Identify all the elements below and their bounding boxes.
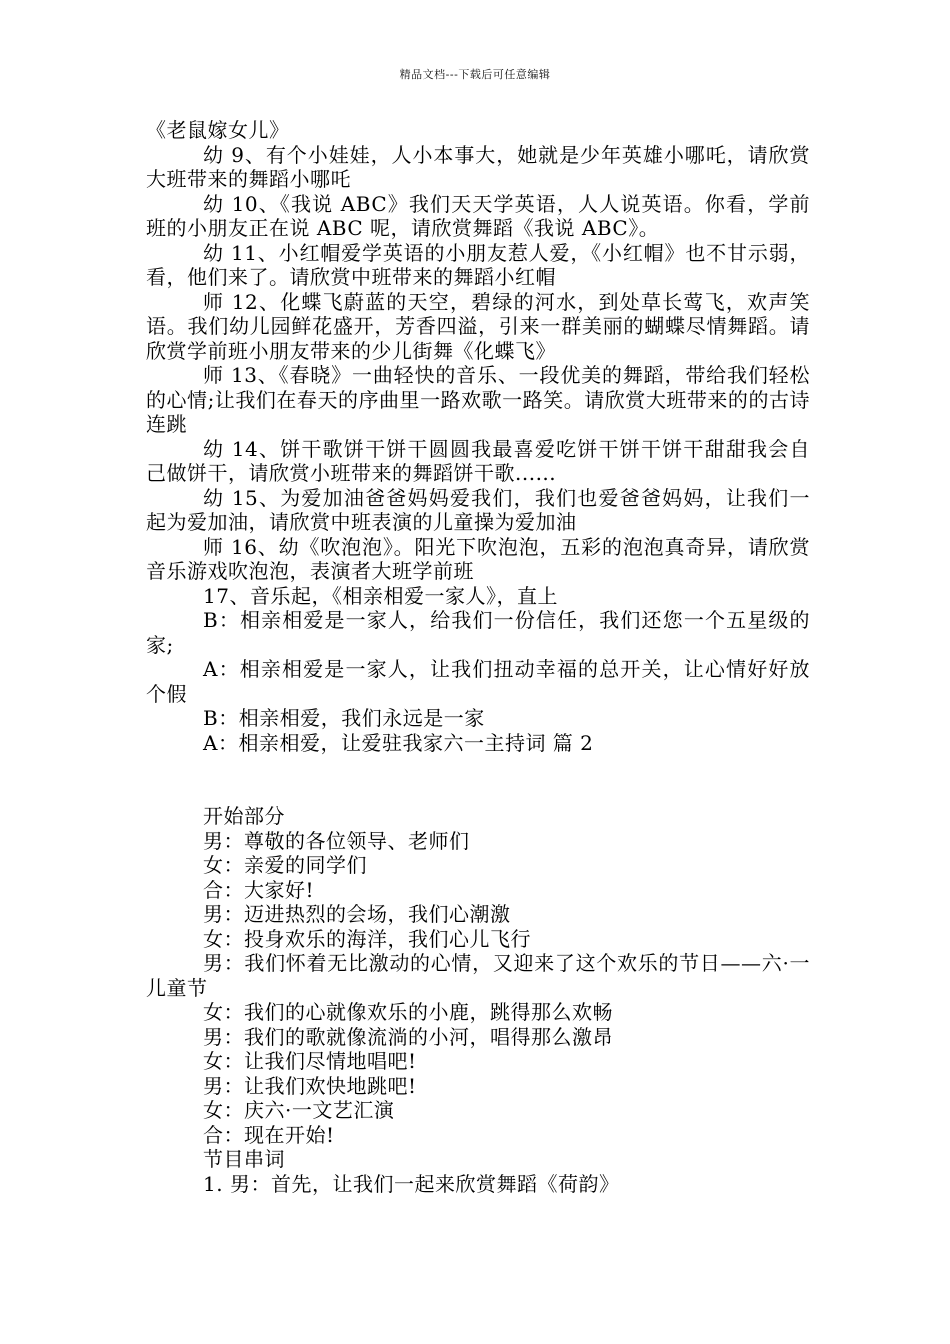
paragraph-10: B：相亲相爱是一家人，给我们一份信任，我们还您一个五星级的家; xyxy=(146,608,810,657)
paragraph-section2-1: 男：尊敬的各位领导、老师们 xyxy=(203,828,470,853)
paragraph-section2-3: 合：大家好! xyxy=(203,877,315,902)
paragraph-6: 幼 14、饼干歌饼干饼干圆圆我最喜爱吃饼干饼干饼干甜甜我会自己做饼干，请欣赏小班带来的舞蹈饼干歌...... xyxy=(146,436,810,485)
paragraph-section2-13: 节目串词 xyxy=(203,1147,285,1171)
paragraph-5: 师 13、《春晓》一曲轻快的音乐、一段优美的舞蹈，带给我们轻松的心情;让我们在春天的序曲里一路欢歌一路笑。请欣赏大班带来的的古诗连跳 xyxy=(146,363,810,436)
paragraph-9: 17、音乐起，《相亲相爱一家人》，直上 xyxy=(203,583,558,608)
page-header: 精品文档---下载后可任意编辑 xyxy=(399,68,551,81)
paragraph-13: A：相亲相爱，让爱驻我家六一主持词 篇 2 xyxy=(203,730,594,755)
paragraph-section2-11: 女：庆六·一文艺汇演 xyxy=(203,1098,395,1122)
paragraph-7: 幼 15、为爱加油爸爸妈妈爱我们，我们也爱爸爸妈妈，让我们一起为爱加油，请欣赏中班表演的儿童操为爱加油 xyxy=(146,485,810,534)
document-body xyxy=(146,118,810,1196)
paragraph-12: B：相亲相爱，我们永远是一家 xyxy=(203,706,485,730)
paragraph-2: 幼 10、《我说 ABC》我们天天学英语，人人说英语。你看，学前班的小朋友正在说 ABC 呢，请欣赏舞蹈《我说 ABC》。 xyxy=(146,191,810,240)
paragraph-section2-0: 开始部分 xyxy=(203,804,285,828)
paragraph-section2-12: 合：现在开始! xyxy=(203,1122,335,1147)
paragraph-section2-9: 女：让我们尽情地唱吧! xyxy=(203,1049,417,1073)
paragraph-3: 幼 11、小红帽爱学英语的小朋友惹人爱，《小红帽》也不甘示弱，看，他们来了。请欣赏中班带来的舞蹈小红帽 xyxy=(146,240,810,289)
section-gap xyxy=(146,755,810,804)
paragraph-0: 《老鼠嫁女儿》 xyxy=(146,118,290,142)
paragraph-section2-4: 男：迈进热烈的会场，我们心潮激 xyxy=(203,902,511,926)
paragraph-4: 师 12、化蝶飞蔚蓝的天空，碧绿的河水，到处草长莺飞，欢声笑语。我们幼儿园鲜花盛开，芳香四溢，引来一群美丽的蝴蝶尽情舞蹈。请欣赏学前班小朋友带来的少儿街舞《化蝶飞》 xyxy=(146,289,810,363)
paragraph-section2-6: 男：我们怀着无比激动的心情，又迎来了这个欢乐的节日——六·一儿童节 xyxy=(146,951,810,1000)
paragraph-section2-8: 男：我们的歌就像流淌的小河，唱得那么激昂 xyxy=(203,1024,613,1049)
paragraph-11: A：相亲相爱是一家人，让我们扭动幸福的总开关，让心情好好放个假 xyxy=(146,657,810,706)
paragraph-section2-14: 1. 男：首先，让我们一起来欣赏舞蹈《荷韵》 xyxy=(203,1171,620,1196)
paragraph-section2-10: 男：让我们欢快地跳吧! xyxy=(203,1073,417,1098)
paragraph-section2-7: 女：我们的心就像欢乐的小鹿，跳得那么欢畅 xyxy=(203,1000,613,1024)
paragraph-8: 师 16、幼《吹泡泡》。阳光下吹泡泡，五彩的泡泡真奇异，请欣赏音乐游戏吹泡泡，表演者大班学前班 xyxy=(146,534,810,583)
paragraph-section2-5: 女：投身欢乐的海洋，我们心儿飞行 xyxy=(203,926,531,951)
paragraph-section2-2: 女：亲爱的同学们 xyxy=(203,853,367,877)
paragraph-1: 幼 9、有个小娃娃，人小本事大，她就是少年英雄小哪吒，请欣赏大班带来的舞蹈小哪吒 xyxy=(146,142,810,191)
